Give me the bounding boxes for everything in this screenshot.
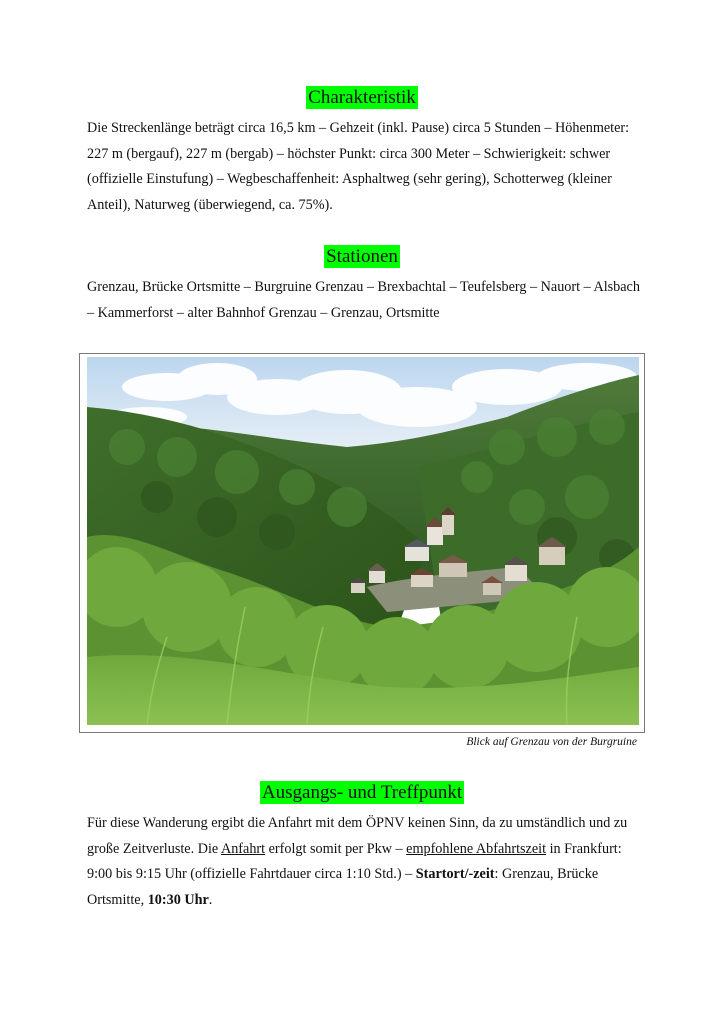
landscape-illustration [87, 357, 639, 725]
ausgang-text-2: erfolgt somit per Pkw – [265, 840, 407, 857]
heading-charakteristik: Charakteristik [308, 87, 416, 108]
landscape-photo [87, 357, 639, 725]
ausgang-startzeit-bold: 10:30 Uhr [147, 891, 209, 908]
photo-caption: Blick auf Grenzau von der Burgruine [466, 736, 637, 748]
charakteristik-paragraph: Die Streckenlänge beträgt circa 16,5 km – Gehzeit (inkl. Pause) circa 5 Stunden – Höhenmeter: 227 m (bergauf), 227 m (bergab) – höchster Punkt: circa 300 Meter – Schwierigkeit: schwer (offizielle Einstufung) – Wegbeschaffenheit: Asphaltweg (sehr gering), Schotterweg (kleiner Anteil), Naturweg (überwiegend, ca. 75%). [87, 120, 630, 213]
ausgang-text-1: Für diese Wanderung ergibt die Anfahrt mit dem ÖPNV keinen Sinn, da zu umständlich und zu große Zeitverluste. Die [87, 815, 628, 857]
ausgangspunkt-paragraph [87, 811, 647, 913]
heading-ausgangspunkt-wrap [0, 781, 724, 804]
photo-frame [79, 353, 645, 733]
stationen-paragraph: Grenzau, Brücke Ortsmitte – Burgruine Grenzau – Brexbachtal – Teufelsberg – Nauort – Alsbach – Kammerforst – alter Bahnhof Grenzau – Grenzau, Ortsmitte [87, 279, 640, 321]
ausgang-abfahrtszeit-underlined: empfohlene Abfahrtszeit [406, 840, 547, 857]
ausgang-text-3: in Frankfurt: 9:00 bis 9:15 Uhr (offizielle Fahrtdauer circa 1:10 Std.) – [87, 840, 622, 882]
ausgang-text-4: : Grenzau, Brücke Ortsmitte, [87, 866, 599, 908]
heading-stationen-wrap [0, 245, 724, 268]
ausgang-startort-bold: Startort/-zeit [415, 866, 495, 882]
heading-ausgangspunkt: Ausgangs- und Treffpunkt [261, 782, 463, 803]
heading-charakteristik-wrap [0, 86, 724, 109]
ausgang-anfahrt-underlined: Anfahrt [220, 840, 266, 857]
ausgang-text-5: . [208, 891, 213, 908]
heading-stationen: Stationen [326, 246, 398, 267]
